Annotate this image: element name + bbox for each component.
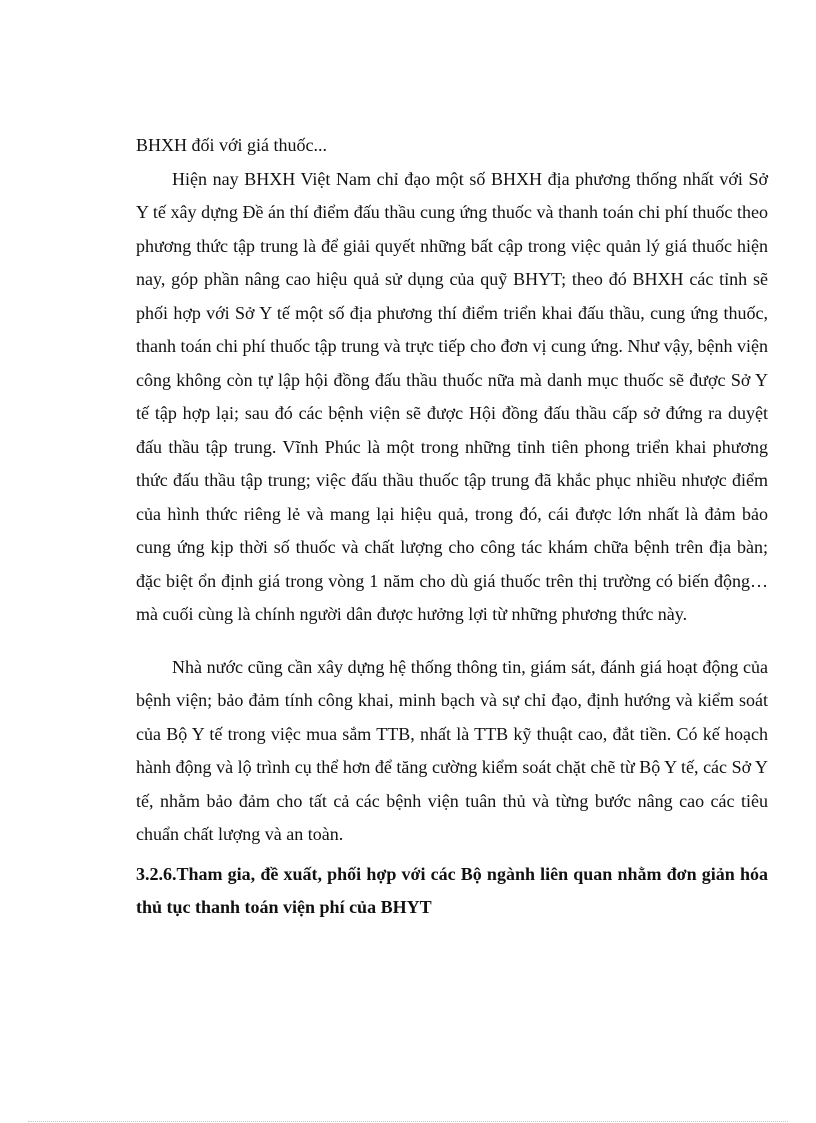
document-body [136, 129, 768, 925]
page-bottom-dotted-rule [28, 1121, 788, 1122]
paragraph-central-procurement: Hiện nay BHXH Việt Nam chỉ đạo một số BHXH địa phương thống nhất với Sở Y tế xây dựng Đề án thí điểm đấu thầu cung ứng thuốc và thanh toán chi phí thuốc theo phương thức tập trung là để giải quyết những bất cập trong việc quản lý giá thuốc hiện nay, góp phần nâng cao hiệu quả sử dụng của quỹ BHYT; theo đó BHXH các tỉnh sẽ phối hợp với Sở Y tế một số địa phương thí điểm triển khai đấu thầu, cung ứng thuốc, thanh toán chi phí thuốc tập trung và trực tiếp cho đơn vị cung ứng. Như vậy, bệnh viện công không còn tự lập hội đồng đấu thầu thuốc nữa mà danh mục thuốc sẽ được Sở Y tế tập hợp lại; sau đó các bệnh viện sẽ được Hội đồng đấu thầu cấp sở đứng ra duyệt đấu thầu tập trung. Vĩnh Phúc là một trong những tỉnh tiên phong triển khai phương thức đấu thầu tập trung; việc đấu thầu thuốc tập trung đã khắc phục nhiều nhược điểm của hình thức riêng lẻ và mang lại hiệu quả, trong đó, cái được lớn nhất là đảm bảo cung ứng kịp thời số thuốc và chất lượng cho công tác khám chữa bệnh trên địa bàn; đặc biệt ổn định giá trong vòng 1 năm cho dù giá thuốc trên thị trường có biến động… mà cuối cùng là chính người dân được hưởng lợi từ những phương thức này. [136, 168, 768, 624]
section-heading-3-2-6: 3.2.6.Tham gia, đề xuất, phối hợp với các Bộ ngành liên quan nhằm đơn giản hóa thủ tục thanh toán viện phí của BHYT [136, 863, 768, 917]
paragraph-continuation: BHXH đối với giá thuốc... [136, 135, 328, 155]
paragraph-state-supervision: Nhà nước cũng cần xây dựng hệ thống thông tin, giám sát, đánh giá hoạt động của bệnh viện; bảo đảm tính công khai, minh bạch và sự chỉ đạo, định hướng và kiểm soát của Bộ Y tế trong việc mua sắm TTB, nhất là TTB kỹ thuật cao, đắt tiền. Có kế hoạch hành động và lộ trình cụ thể hơn để tăng cường kiểm soát chặt chẽ từ Bộ Y tế, các Sở Y tế, nhằm bảo đảm cho tất cả các bệnh viện tuân thủ và từng bước nâng cao các tiêu chuẩn chất lượng và an toàn. [136, 656, 768, 844]
